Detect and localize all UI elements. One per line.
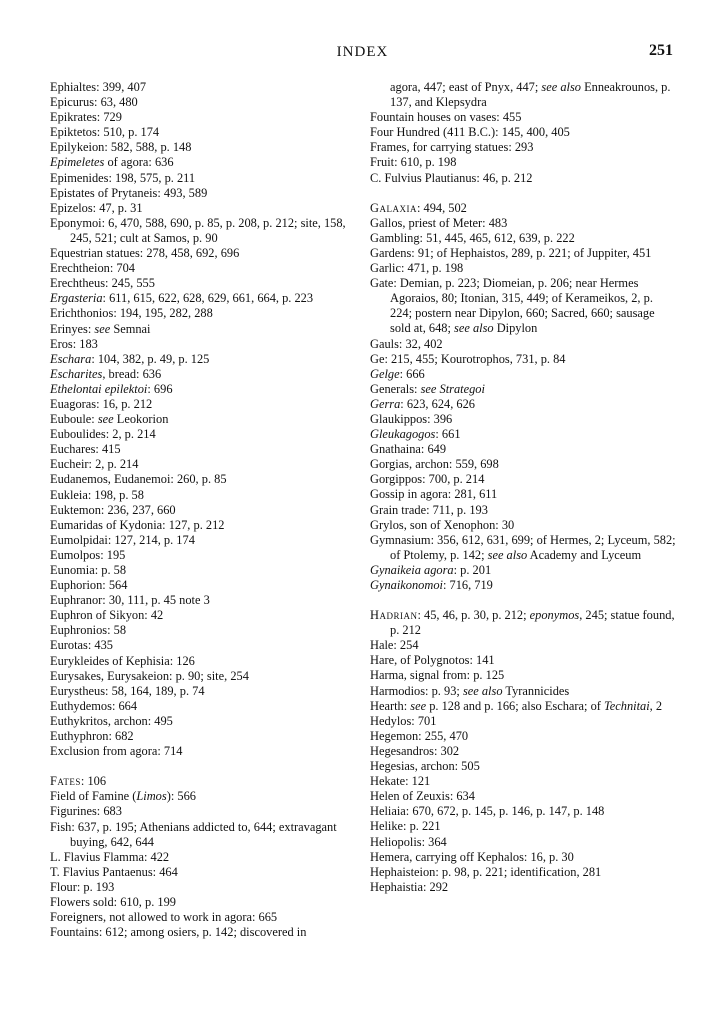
index-entry [50, 382, 360, 397]
index-entry [50, 578, 360, 593]
index-entry-text: see also [462, 683, 503, 698]
index-entry-text: Epistates of Prytaneis: 493, 589 [50, 185, 208, 200]
index-entry [50, 110, 360, 125]
index-entry-text: Enneakrounos, p. 137, and Klepsydra [390, 80, 671, 110]
index-entry [50, 684, 360, 699]
index-entry-text: Epimeletes [50, 155, 105, 170]
index-entry-text: Erechtheus: 245, 555 [50, 276, 155, 291]
index-entry [370, 578, 678, 593]
index-entry-text: Ephialtes: 399, 407 [50, 80, 147, 94]
index-entry-text: Eros: 183 [50, 336, 98, 351]
index-entry-text: T. Flavius Pantaenus: 464 [50, 864, 178, 879]
index-entry-text: Dipylon [493, 321, 538, 336]
index-entry [50, 442, 360, 457]
index-entry [370, 880, 678, 895]
index-entry [370, 744, 678, 759]
index-entry-text: Fountains: 612; among osiers, p. 142; discovered in [50, 925, 307, 940]
index-entry [370, 442, 678, 457]
index-entry [50, 186, 360, 201]
index-entry-text: Garlic: 471, p. 198 [370, 261, 464, 276]
index-entry-text: Gleukagogos [370, 427, 436, 442]
index-entry [370, 337, 678, 352]
index-entry-text: Epilykeion: 582, 588, p. 148 [50, 140, 192, 155]
index-entry-text: Epikrates: 729 [50, 110, 122, 125]
index-entry-text: Gate: Demian, p. 223; Diomeian, p. 206; near Hermes Agoraios, 80; Itonian, 315, 449; of Kerameikos, 2, p. 224; postern near Dipylon, 660; Sacred, 660; sausage sold at, 648; [370, 276, 655, 336]
index-entry-text: Grylos, son of Xenophon: 30 [370, 517, 515, 532]
index-entry-text: Euthyphron: 682 [50, 729, 134, 744]
index-entry-text: Glaukippos: 396 [370, 411, 453, 426]
index-entry-text: Gerra [370, 396, 401, 411]
index-entry-text: Helike: p. 221 [370, 819, 441, 834]
index-entry-text: Hegemon: 255, 470 [370, 728, 469, 743]
index-entry-text: Gelge [370, 366, 400, 381]
index-entry-text: Epicurus: 63, 480 [50, 95, 138, 110]
index-entry [50, 638, 360, 653]
index-entry-text: Generals: [370, 381, 421, 396]
index-entry-text: Limos [136, 789, 167, 804]
index-entry-text: Gorgias, archon: 559, 698 [370, 457, 499, 472]
index-entry-text: Tyrannicides [502, 683, 570, 698]
index-entry-text: Hare, of Polygnotos: 141 [370, 653, 495, 668]
index-entry [50, 322, 360, 337]
index-entry [370, 110, 678, 125]
index-entry-text: Euphorion: 564 [50, 578, 128, 593]
index-entry [370, 367, 678, 382]
index-entry-text: Hedylos: 701 [370, 713, 437, 728]
index-entry [370, 714, 678, 729]
index-entry [370, 246, 678, 261]
index-entry-text: , 2 [649, 698, 663, 713]
index-entry-text: Hephaisteion: p. 98, p. 221; identification, 281 [370, 864, 602, 879]
index-entry-text: Euchares: 415 [50, 442, 121, 457]
index-entry [370, 804, 678, 819]
index-entry-text: Hegesias, archon: 505 [370, 759, 480, 774]
index-entry-text: Hemera, carrying off Kephalos: 16, p. 30 [370, 849, 574, 864]
index-entry [50, 276, 360, 291]
index-entry-text: : 716, 719 [442, 578, 493, 592]
index-entry-text: Figurines: 683 [50, 804, 122, 819]
index-entry-text: eponymos [529, 608, 580, 623]
index-entry [50, 503, 360, 518]
index-entry [50, 155, 360, 170]
index-entry-text: Hadrian [370, 608, 418, 623]
section-gap [370, 593, 678, 608]
index-entry-text: Eukleia: 198, p. 58 [50, 487, 144, 502]
index-entry-text: Euktemon: 236, 237, 660 [50, 502, 176, 517]
index-entry-text: Ge: 215, 455; Kourotrophos, 731, p. 84 [370, 351, 566, 366]
index-entry-text: , bread: 636 [102, 366, 162, 381]
index-entry-text: Epiktetos: 510, p. 174 [50, 125, 160, 140]
index-entry [50, 125, 360, 140]
index-entry-text: Exclusion from agora: 714 [50, 744, 183, 759]
index-entry-text: Four Hundred (411 B.C.): 145, 400, 405 [370, 125, 570, 140]
page-header [0, 42, 725, 64]
index-entry [50, 216, 360, 246]
index-entry-text: : 494, 502 [416, 200, 467, 215]
index-entry [50, 201, 360, 216]
index-entry-text: Eudanemos, Eudanemoi: 260, p. 85 [50, 472, 227, 487]
index-entry [50, 533, 360, 548]
index-entry [50, 291, 360, 306]
index-entry [370, 563, 678, 578]
index-entry [370, 668, 678, 683]
index-entry-text: see [94, 321, 111, 336]
index-entry-text: : 104, 382, p. 49, p. 125 [91, 351, 210, 366]
index-entry-text: Erichthonios: 194, 195, 282, 288 [50, 306, 213, 321]
index-entry-text: Harmodios: p. 93; [370, 683, 463, 698]
index-entry-text: Field of Famine ( [50, 789, 137, 804]
index-entry [50, 412, 360, 427]
index-entry [370, 835, 678, 850]
index-entry-text: : 106 [80, 774, 107, 789]
index-entry-text: Equestrian statues: 278, 458, 692, 696 [50, 246, 240, 261]
index-entry [50, 774, 360, 789]
index-entry [370, 412, 678, 427]
index-entry [370, 231, 678, 246]
index-entry [370, 261, 678, 276]
index-entry [50, 714, 360, 729]
index-entry-text: Flowers sold: 610, p. 199 [50, 894, 176, 909]
index-entry [370, 759, 678, 774]
index-entry-text: agora, 447; east of Pnyx, 447; [390, 80, 542, 94]
index-entry-text: : 696 [147, 381, 173, 396]
index-entry [370, 171, 678, 186]
index-entry [50, 865, 360, 880]
index-entry [50, 804, 360, 819]
index-entry [370, 789, 678, 804]
index-entry-text: Eucheir: 2, p. 214 [50, 457, 139, 472]
index-entry [50, 669, 360, 684]
index-entry-text: ): 566 [166, 789, 196, 804]
index-entry [370, 684, 678, 699]
index-entry [370, 819, 678, 834]
index-entry [50, 171, 360, 186]
index-entry [50, 352, 360, 367]
index-entry [370, 140, 678, 155]
index-entry-text: : 623, 624, 626 [400, 396, 475, 411]
index-entry-text: Frames, for carrying statues: 293 [370, 140, 534, 155]
index-entry-text: Heliopolis: 364 [370, 834, 447, 849]
index-entry-text: see also [454, 321, 494, 336]
index-entry [50, 623, 360, 638]
index-entry-text: Fruit: 610, p. 198 [370, 155, 457, 170]
index-entry [50, 367, 360, 382]
index-entry-text: Heliaia: 670, 672, p. 145, p. 146, p. 147, p. 148 [370, 804, 605, 819]
index-entry-text: Euphron of Sikyon: 42 [50, 608, 164, 623]
index-entry [50, 246, 360, 261]
index-entry-text: Escharites [50, 366, 103, 381]
index-entry-text: Gynaikeia agora [370, 562, 454, 577]
index-entry-text: Flour: p. 193 [50, 879, 115, 894]
index-entry-text: Gambling: 51, 445, 465, 612, 639, p. 222 [370, 230, 575, 245]
index-entry [50, 397, 360, 412]
index-entry [50, 337, 360, 352]
index-entry [370, 201, 678, 216]
index-entry [370, 729, 678, 744]
index-entry [370, 774, 678, 789]
index-entry [370, 397, 678, 412]
index-entry-text: p. 128 and p. 166; also Eschara; of [426, 698, 604, 713]
index-entry [370, 850, 678, 865]
index-entry-text: Eumolpos: 195 [50, 547, 126, 562]
section-gap [370, 186, 678, 201]
index-entry [370, 125, 678, 140]
index-entry-text: Gorgippos: 700, p. 214 [370, 472, 485, 487]
index-entry-text: Fountain houses on vases: 455 [370, 110, 522, 125]
index-entry [370, 533, 678, 563]
index-entry-text: see Strategoi [420, 381, 485, 396]
index-entry-text: see also [487, 547, 528, 562]
index-entry [370, 865, 678, 880]
page-number: 251 [649, 42, 673, 59]
index-entry-text: Gynaikonomoi [370, 578, 443, 592]
index-entry [50, 820, 360, 850]
index-entry [370, 276, 678, 336]
index-entry-text: : 661 [435, 427, 461, 442]
index-entry [50, 518, 360, 533]
index-entry-text: Gossip in agora: 281, 611 [370, 487, 498, 502]
index-entry-text: Hearth: [370, 698, 411, 713]
index-entry-text: Grain trade: 711, p. 193 [370, 502, 488, 517]
index-entry [370, 382, 678, 397]
index-entry [50, 261, 360, 276]
index-entry [370, 518, 678, 533]
index-entry [370, 427, 678, 442]
index-entry [50, 880, 360, 895]
index-entry [370, 216, 678, 231]
index-entry-text: : 611, 615, 622, 628, 629, 661, 664, p. 223 [102, 291, 314, 306]
index-entry-text: Euagoras: 16, p. 212 [50, 396, 153, 411]
index-entry [50, 472, 360, 487]
index-entry [50, 895, 360, 910]
index-entry-text: see also [541, 80, 581, 94]
index-entry [50, 699, 360, 714]
index-entry [370, 472, 678, 487]
index-entry-text: C. Fulvius Plautianus: 46, p. 212 [370, 170, 533, 185]
index-entry-text: Academy and Lyceum [527, 547, 642, 562]
index-entry-text: Gauls: 32, 402 [370, 336, 443, 351]
index-entry-text: Gymnasium: 356, 612, 631, 699; of Hermes, 2; Lyceum, 582; of Ptolemy, p. 142; [370, 532, 676, 562]
index-entry-text: Leokorion [113, 412, 169, 427]
index-entry-text: : 666 [399, 366, 425, 381]
running-head: INDEX [336, 44, 389, 60]
index-entry-text: Ergasteria [50, 291, 103, 306]
index-entry-text: Hekate: 121 [370, 774, 431, 789]
index-entry [50, 457, 360, 472]
index-entry [50, 654, 360, 669]
index-entry-text: , 245; statue found, p. 212 [390, 608, 675, 638]
index-entry [50, 789, 360, 804]
index-entry [50, 593, 360, 608]
section-gap [50, 759, 360, 774]
index-entry-text: Eunomia: p. 58 [50, 563, 127, 577]
index-entry-text: Euboulides: 2, p. 214 [50, 427, 156, 442]
index-column-right [370, 80, 678, 895]
index-entry-text: Erinyes: [50, 321, 95, 336]
index-entry-text: : 45, 46, p. 30, p. 212; [417, 608, 530, 623]
index-entry-text: Fates [50, 774, 81, 789]
index-entry-text: Eponymoi: 6, 470, 588, 690, p. 85, p. 208, p. 212; site, 158, 245, 521; cult at Samos, p. 90 [50, 215, 346, 245]
index-entry-text: Epimenides: 198, 575, p. 211 [50, 170, 196, 185]
index-entry-text: Gallos, priest of Meter: 483 [370, 215, 508, 230]
index-entry-text: Eumaridas of Kydonia: 127, p. 212 [50, 517, 225, 532]
index-entry [370, 487, 678, 502]
index-entry [50, 306, 360, 321]
index-entry-text: Hegesandros: 302 [370, 743, 460, 758]
index-entry [50, 910, 360, 925]
index-entry [50, 850, 360, 865]
index-entry-text: Hale: 254 [370, 638, 419, 653]
index-entry-text: Eumolpidai: 127, 214, p. 174 [50, 532, 195, 547]
index-entry-text: Euphranor: 30, 111, p. 45 note 3 [50, 593, 210, 608]
index-entry [50, 488, 360, 503]
index-entry-text: Eurystheus: 58, 164, 189, p. 74 [50, 683, 205, 698]
index-entry [370, 653, 678, 668]
index-entry [50, 140, 360, 155]
index-entry-text: see [97, 412, 114, 427]
index-entry [370, 608, 678, 638]
index-entry-text: Foreigners, not allowed to work in agora: 665 [50, 910, 278, 925]
index-entry [370, 503, 678, 518]
index-entry-text: : p. 201 [453, 562, 492, 577]
index-entry [370, 699, 678, 714]
index-entry-text: Technitai [604, 698, 650, 713]
index-entry-text: Eurotas: 435 [50, 638, 113, 653]
index-entry [370, 457, 678, 472]
index-entry-text: Ethelontai epilektoi [50, 381, 148, 396]
index-entry [370, 352, 678, 367]
index-entry-text: Euthykritos, archon: 495 [50, 713, 173, 728]
index-entry [50, 925, 360, 940]
index-entry-text: Eschara [50, 351, 92, 366]
index-entry [50, 608, 360, 623]
index-entry [370, 155, 678, 170]
index-entry [50, 95, 360, 110]
index-entry [50, 548, 360, 563]
index-entry-text: Gnathaina: 649 [370, 442, 447, 457]
index-entry-text: Hephaistia: 292 [370, 879, 449, 894]
index-entry [370, 638, 678, 653]
index-entry-text: L. Flavius Flamma: 422 [50, 849, 170, 864]
index-entry [50, 744, 360, 759]
index-entry [50, 729, 360, 744]
index-entry-text: Helen of Zeuxis: 634 [370, 789, 475, 804]
index-entry-text: of agora: 636 [104, 155, 174, 170]
index-entry-text: Eurysakes, Eurysakeion: p. 90; site, 254 [50, 668, 249, 683]
index-entry-text: Eurykleides of Kephisia: 126 [50, 653, 195, 668]
index-entry-text: see [410, 698, 427, 713]
index-entry-text: Galaxia [370, 200, 417, 215]
index-entry [50, 80, 360, 95]
index-entry-continued [370, 80, 678, 110]
index-entry-text: Semnai [110, 321, 151, 336]
index-entry-text: Fish: 637, p. 195; Athenians addicted to, 644; extravagant buying, 642, 644 [50, 819, 337, 849]
index-entry-text: Euboule: [50, 412, 98, 427]
index-entry-text: Euphronios: 58 [50, 623, 127, 638]
index-entry-text: Erechtheion: 704 [50, 261, 135, 276]
index-column-left [50, 80, 360, 940]
index-entry-text: Euthydemos: 664 [50, 698, 138, 713]
index-entry-text: Gardens: 91; of Hephaistos, 289, p. 221; of Juppiter, 451 [370, 245, 652, 260]
index-entry-text: Harma, signal from: p. 125 [370, 668, 505, 683]
index-entry-text: Epizelos: 47, p. 31 [50, 200, 143, 215]
index-entry [50, 427, 360, 442]
index-entry [50, 563, 360, 578]
